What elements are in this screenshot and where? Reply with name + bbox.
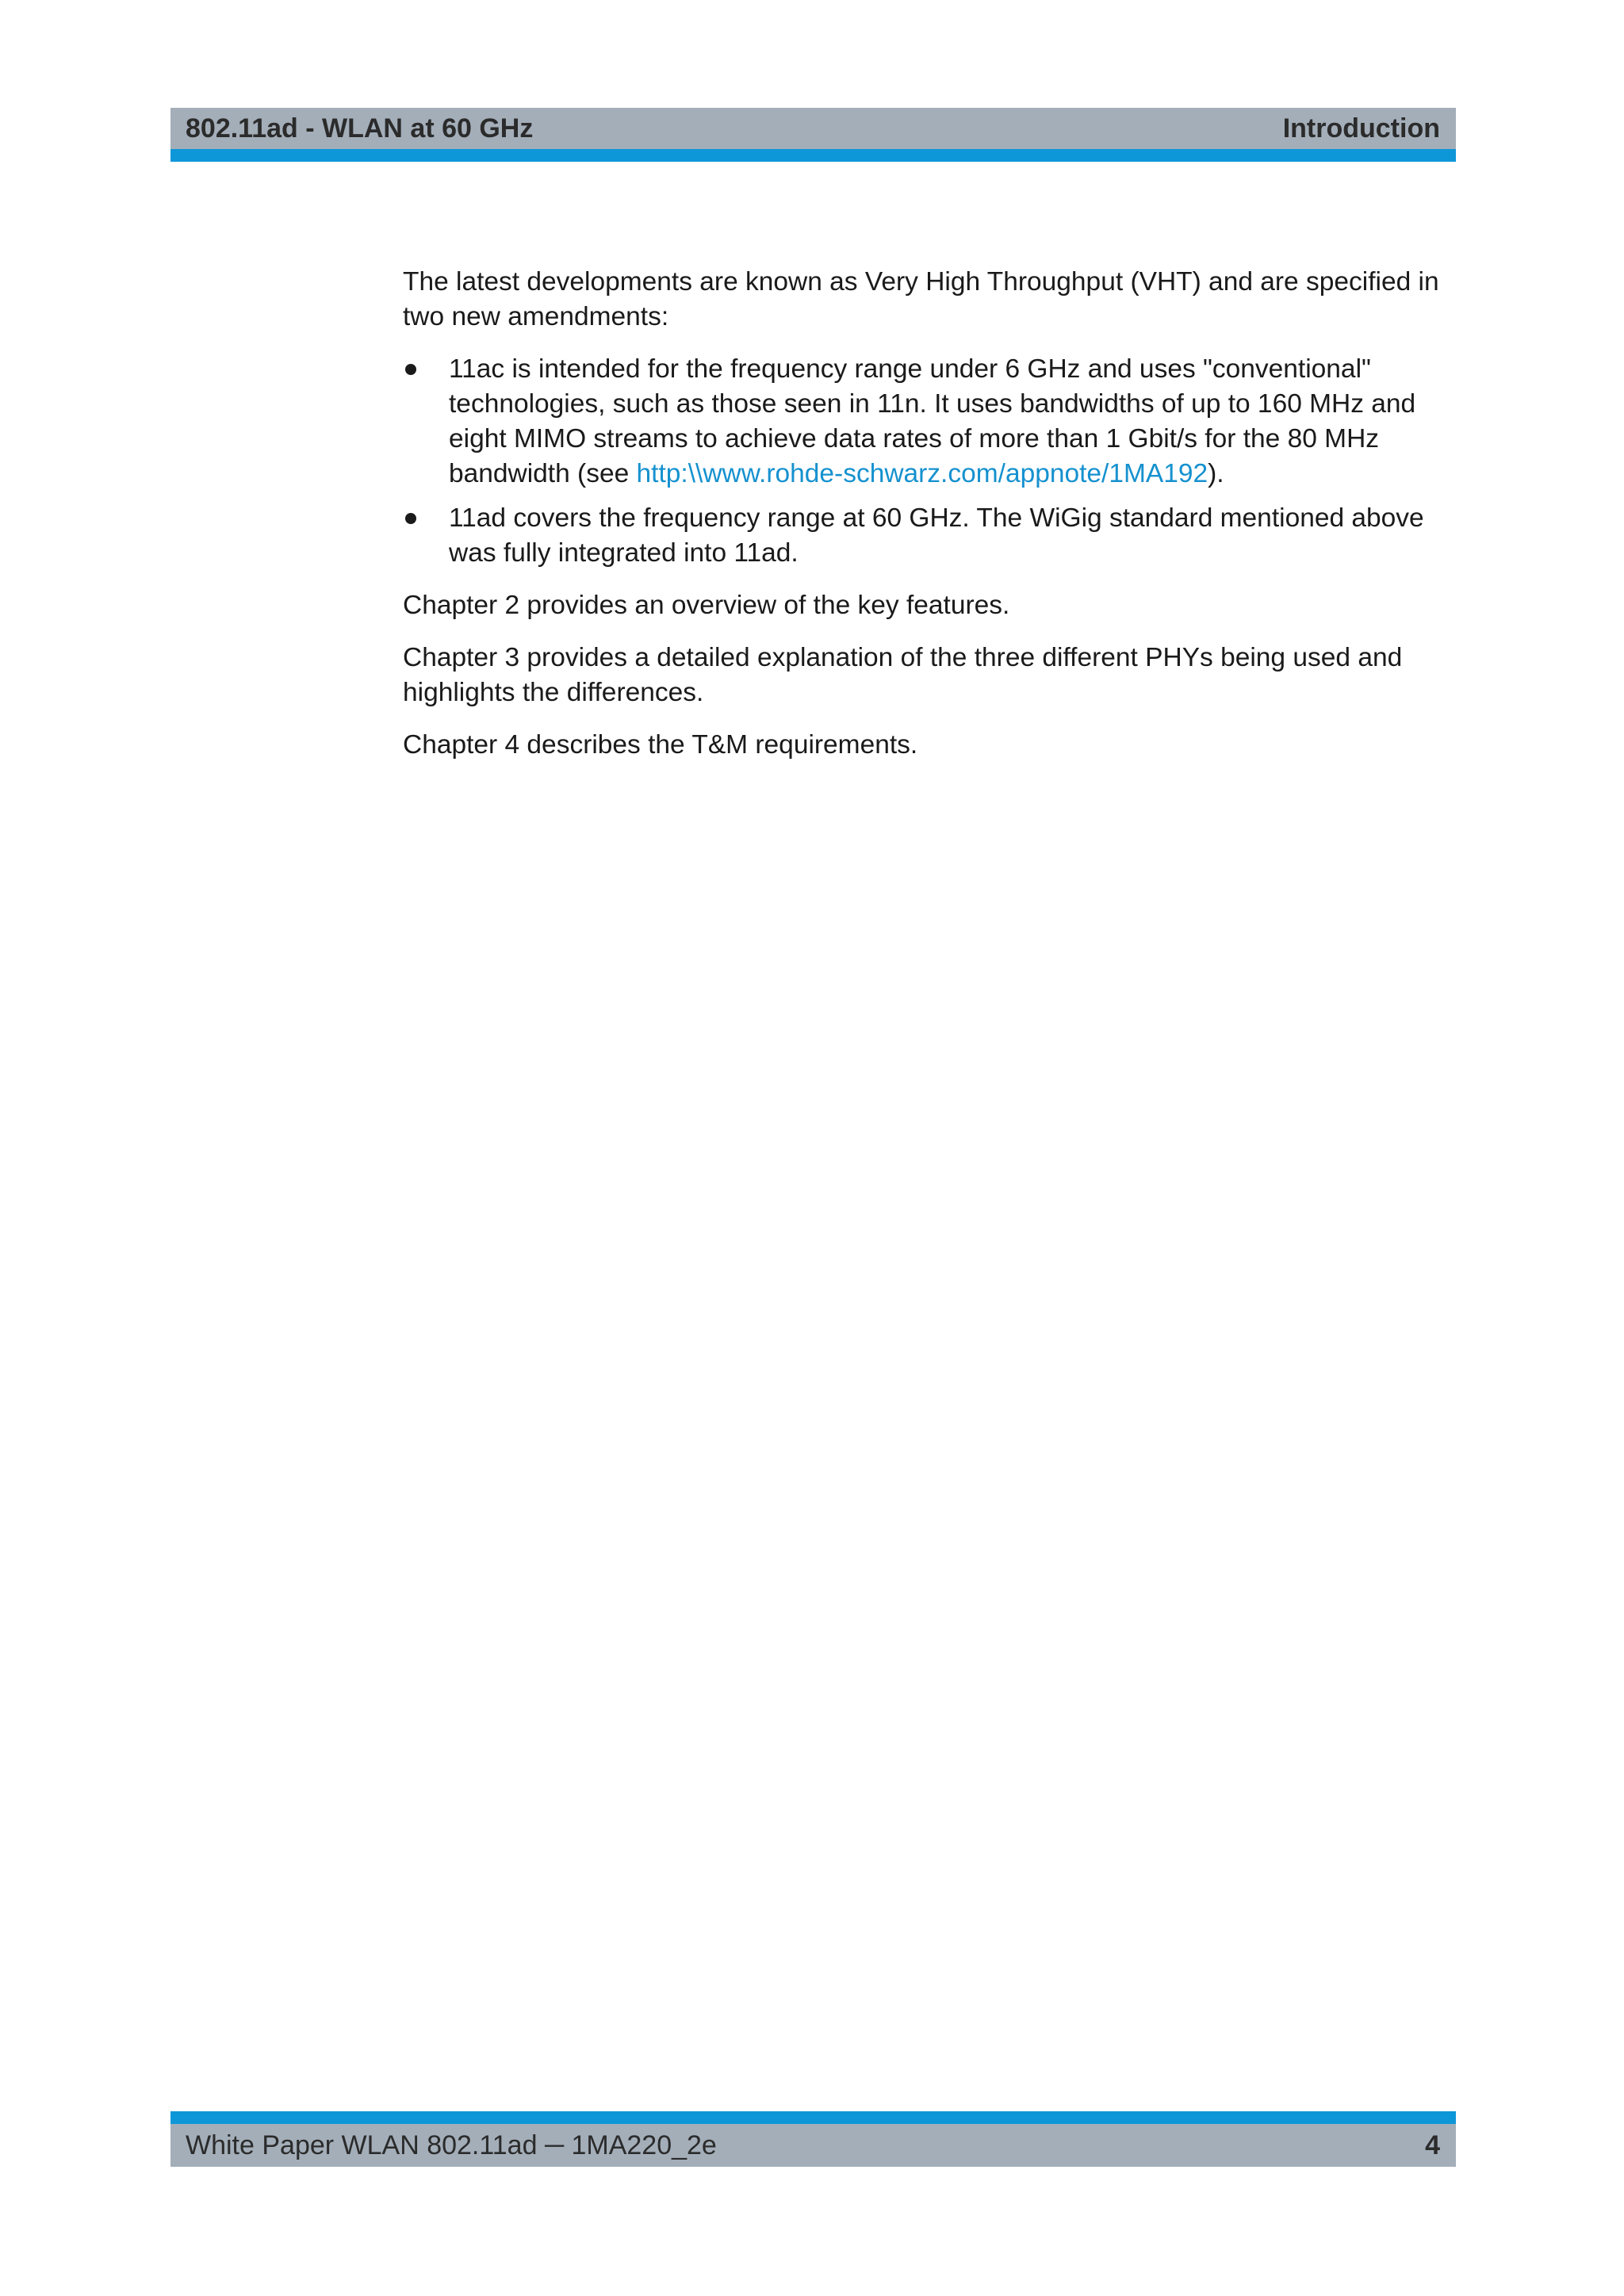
amendments-list [403,352,1457,571]
bullet-icon [405,513,416,524]
bullet-icon [405,364,416,375]
footer-rule [170,2111,1456,2124]
list-item-text: 11ac is intended for the frequency range under 6 GHz and uses "conventional" technologies, such as those seen in 11n. It uses bandwidths of up to 160 MHz and eight MIMO streams to achieve data rates of more than 1 Gbit/s for the 80 MHz bandwidth (see [449,354,1416,488]
chapter-4-paragraph: Chapter 4 describes the T&M requirements. [403,730,918,760]
header-rule [170,149,1456,162]
header-section-title: Introduction [1282,113,1440,144]
header-document-title: 802.11ad - WLAN at 60 GHz [186,113,534,144]
list-item-11ac [403,352,1457,492]
list-item-11ad [403,501,1457,571]
appnote-link[interactable]: http:\\www.rohde-schwarz.com/appnote/1MA192 [636,459,1208,488]
page-content [403,265,1457,780]
chapter-3-paragraph: Chapter 3 provides a detailed explanation of the three different PHYs being used and highlights the differences. [403,643,1403,707]
footer-document-id: White Paper WLAN 802.11ad ─ 1MA220_2e [186,2130,717,2160]
intro-paragraph: The latest developments are known as Very High Throughput (VHT) and are specified in two new amendments: [403,267,1439,331]
page-number: 4 [1425,2130,1440,2160]
chapter-2-paragraph: Chapter 2 provides an overview of the key features. [403,591,1010,620]
list-item-text-end: ). [1208,459,1224,488]
list-item-text: 11ad covers the frequency range at 60 GHz. The WiGig standard mentioned above was fully integrated into 11ad. [449,503,1424,568]
